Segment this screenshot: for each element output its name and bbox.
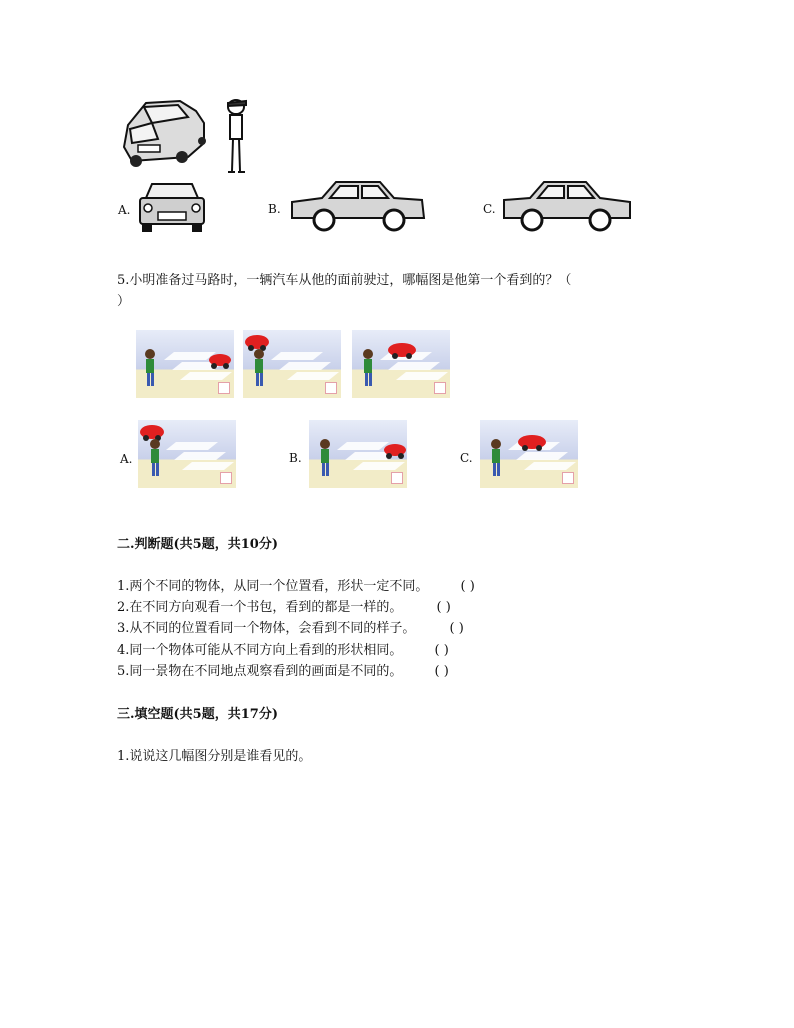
section2-title: 二.判断题(共5题，共10分)	[117, 537, 278, 552]
judge-item-1-text: 1.两个不同的物体，从同一个位置看，形状一定不同。	[117, 579, 429, 594]
fill-item-1-text: 1.说说这几幅图分别是谁看见的。	[117, 749, 312, 764]
judge-item-2-answer-blank[interactable]: ( )	[436, 600, 451, 615]
judge-item-3	[117, 621, 464, 637]
judge-item-4-answer-blank[interactable]: ( )	[434, 643, 449, 658]
q5-option-c-image[interactable]	[480, 420, 578, 488]
car-and-boy-illustration	[118, 95, 253, 180]
car-side-view-right-image[interactable]	[500, 178, 634, 234]
q5-option-a-image[interactable]	[138, 420, 236, 488]
judge-item-2-text: 2.在不同方向观看一个书包，看到的都是一样的。	[117, 600, 403, 615]
q5-option-a-label: A.	[120, 452, 133, 466]
section3-title: 三.填空题(共5题，共17分)	[117, 707, 278, 722]
judge-item-1-answer-blank[interactable]: ( )	[460, 579, 475, 594]
judge-item-2	[117, 600, 451, 616]
q5-option-b-label: B.	[289, 451, 302, 465]
car-side-view-left-image[interactable]	[288, 178, 428, 234]
q5-option-b-image[interactable]	[309, 420, 407, 488]
q5-option-c-label: C.	[460, 451, 473, 465]
judge-item-4-text: 4.同一个物体可能从不同方向上看到的形状相同。	[117, 643, 403, 658]
judge-item-5	[117, 664, 449, 680]
judge-item-5-answer-blank[interactable]: ( )	[434, 664, 449, 679]
q4-option-b-label: B.	[268, 202, 281, 216]
q5-question-line1: 5.小明准备过马路时，一辆汽车从他的面前驶过，哪幅图是他第一个看到的？（	[117, 273, 572, 288]
q5-reference-scene-1	[136, 330, 234, 398]
judge-item-4	[117, 643, 449, 659]
q4-option-c-label: C.	[483, 202, 496, 216]
q5-reference-scene-3	[352, 330, 450, 398]
q4-option-a-label: A.	[118, 203, 131, 217]
judge-item-5-text: 5.同一景物在不同地点观察看到的画面是不同的。	[117, 664, 403, 679]
judge-item-3-answer-blank[interactable]: ( )	[449, 621, 464, 636]
q5-question-line2: ）	[117, 294, 131, 309]
judge-item-1	[117, 579, 475, 595]
judge-item-3-text: 3.从不同的位置看同一个物体，会看到不同的样子。	[117, 621, 416, 636]
q5-reference-scene-2	[243, 330, 341, 398]
car-front-view-image[interactable]	[136, 178, 208, 234]
